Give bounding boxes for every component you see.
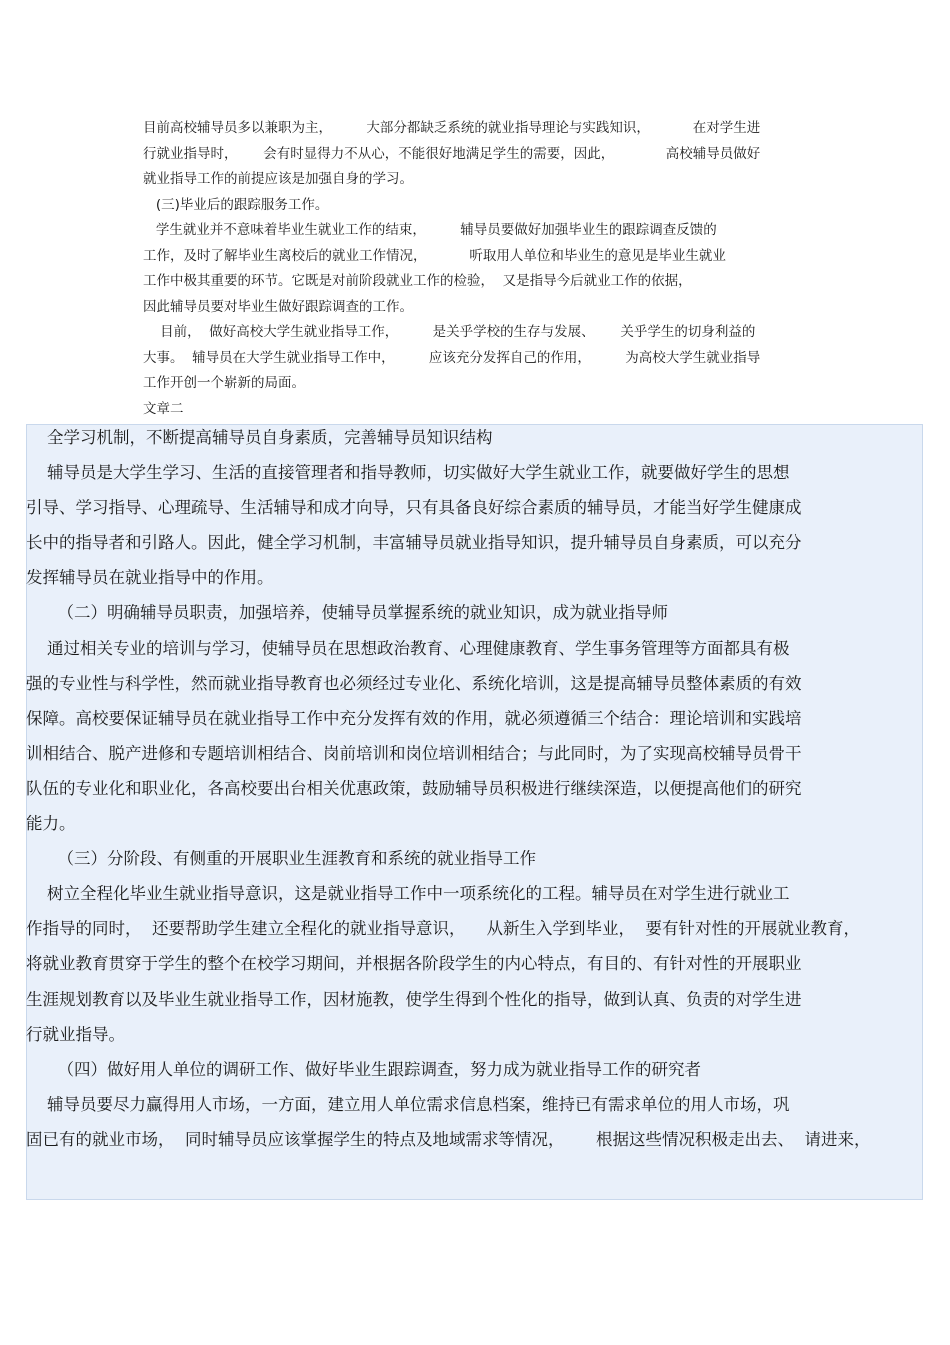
text-line: 目前， 做好高校大学生就业指导工作， 是关乎学校的生存与发展、 关乎学生的切身利益的 [143,324,756,340]
text-line: 学生就业并不意味着毕业生就业工作的结束， 辅导员要做好加强毕业生的跟踪调查反馈的 [143,222,717,238]
text-line: 生涯规划教育以及毕业生就业指导工作，因材施教，使学生得到个性化的指导，做到认真、负责的对学生进 [26,989,802,1009]
text-line: 能力。 [26,814,76,834]
text-line: 因此辅导员要对毕业生做好跟踪调查的工作。 [143,298,413,315]
text-line: 队伍的专业化和职业化，各高校要出台相关优惠政策，鼓励辅导员积极进行继续深造，以便提高他们的研究 [26,778,802,798]
text-line: 就业指导工作的前提应该是加强自身的学习。 [143,171,413,187]
section-heading: （四）做好用人单位的调研工作、做好毕业生跟踪调查，努力成为就业指导工作的研究者 [26,1059,701,1079]
text-line: 工作开创一个崭新的局面。 [143,375,305,391]
section-heading: (三)毕业后的跟踪服务工作。 [143,196,329,213]
section-heading: （三）分阶段、有侧重的开展职业生涯教育和系统的就业指导工作 [26,849,536,869]
section-heading: （二）明确辅导员职责，加强培养，使辅导员掌握系统的就业知识，成为就业指导师 [26,603,668,623]
text-line: 训相结合、脱产进修和专题培训相结合、岗前培训和岗位培训相结合；与此同时，为了实现高校辅导员骨干 [26,743,802,763]
text-line: 将就业教育贯穿于学生的整个在校学习期间，并根据各阶段学生的内心特点，有目的、有针对性的开展职业 [26,954,802,974]
text-line: 作指导的同时， 还要帮助学生建立全程化的就业指导意识， 从新生入学到毕业， 要有针对性的开展就业教育， [26,919,860,939]
main-text-block [26,420,926,1157]
top-text-block [143,116,823,422]
text-line: 通过相关专业的培训与学习，使辅导员在思想政治教育、心理健康教育、学生事务管理等方面都具有极 [26,638,790,658]
text-line: 长中的指导者和引路人。因此，健全学习机制，丰富辅导员就业指导知识，提升辅导员自身素质，可以充分 [26,533,802,553]
text-line: 工作，及时了解毕业生离校后的就业工作情况， 听取用人单位和毕业生的意见是毕业生就业 [143,247,726,264]
article-label: 文章二 [143,400,184,417]
text-line: 树立全程化毕业生就业指导意识，这是就业指导工作中一项系统化的工程。辅导员在对学生进行就业工 [26,884,790,904]
text-line: 工作中极其重要的环节。它既是对前阶段就业工作的检验， 又是指导今后就业工作的依据， [143,273,692,289]
text-line: 辅导员是大学生学习、生活的直接管理者和指导教师，切实做好大学生就业工作，就要做好学生的思想 [26,463,790,483]
text-line: 大事。 辅导员在大学生就业指导工作中， 应该充分发挥自己的作用， 为高校大学生就业指导 [143,349,761,366]
text-line: 强的专业性与科学性，然而就业指导教育也必须经过专业化、系统化培训，这是提高辅导员整体素质的有效 [26,673,802,693]
text-line: 辅导员要尽力赢得用人市场，一方面，建立用人单位需求信息档案，维持已有需求单位的用人市场，巩 [26,1094,790,1114]
text-line: 全学习机制，不断提高辅导员自身素质，完善辅导员知识结构 [26,428,493,447]
text-line: 固已有的就业市场， 同时辅导员应该掌握学生的特点及地域需求等情况， 根据这些情况积极走出去、 请进来， [26,1129,871,1149]
text-line: 引导、学习指导、心理疏导、生活辅导和成才向导，只有具备良好综合素质的辅导员，才能当好学生健康成 [26,498,802,518]
text-line: 保障。高校要保证辅导员在就业指导工作中充分发挥有效的作用，就必须遵循三个结合：理论培训和实践培 [26,708,802,728]
text-line: 发挥辅导员在就业指导中的作用。 [26,568,274,588]
text-line: 目前高校辅导员多以兼职为主， 大部分都缺乏系统的就业指导理论与实践知识， 在对学生进 [143,120,761,136]
text-line: 行就业指导。 [26,1024,125,1044]
text-line: 行就业指导时， 会有时显得力不从心，不能很好地满足学生的需要，因此， 高校辅导员做好 [143,145,761,162]
